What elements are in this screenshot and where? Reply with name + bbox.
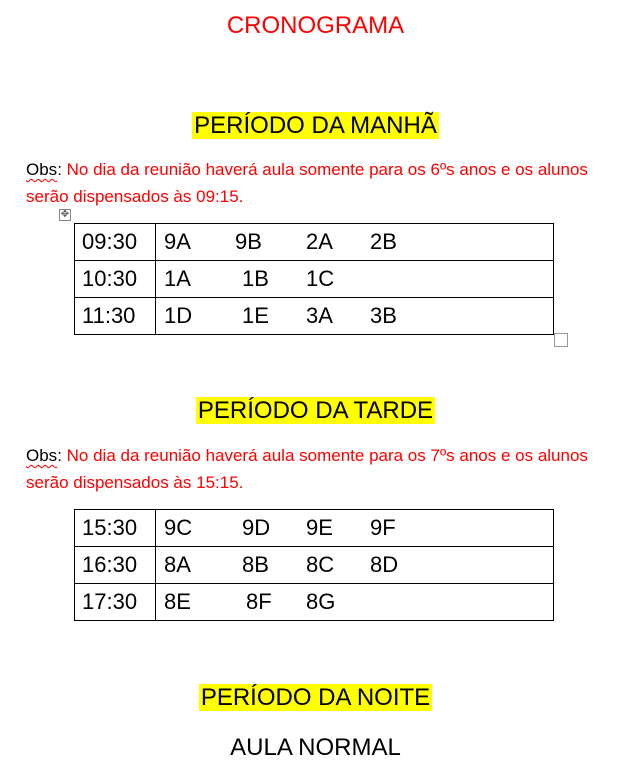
table-row [75,224,554,261]
time-cell: 17:30 [75,584,156,621]
class-label: 8E [164,589,191,614]
classes-cell [156,224,554,261]
class-label: 9B [235,229,262,254]
time-cell: 10:30 [75,261,156,298]
class-label: 1E [242,303,269,328]
class-label: 1D [164,303,193,328]
class-label: 8F [246,589,272,614]
classes-cell [156,584,554,621]
evening-heading: PERÍODO DA NOITE [200,684,431,711]
table-row [75,298,554,335]
class-label: 3A [306,303,333,328]
time-cell: 11:30 [75,298,156,335]
afternoon-schedule-table [74,509,554,621]
morning-heading: PERÍODO DA MANHÃ [194,112,437,139]
class-label: 8G [306,589,336,614]
classes-cell [156,510,554,547]
time-cell: 16:30 [75,547,156,584]
morning-obs: Obs: No dia da reunião haverá aula somente para os 6ºs anos e os alunos serão dispensados às 09:15. [26,160,588,206]
morning-schedule-table [74,223,554,335]
class-label: 3B [370,303,397,328]
morning-obs-text: No dia da reunião haverá aula somente para os 6ºs anos e os alunos serão dispensados às 09:15. [26,160,588,206]
table-row [75,261,554,298]
class-label: 9F [370,515,396,540]
class-label: 8D [370,552,399,577]
class-label: 2A [306,229,333,254]
class-label: 9D [242,515,271,540]
class-label: 8C [306,552,335,577]
table-row [75,547,554,584]
classes-cell [156,298,554,335]
class-label: 8B [242,552,269,577]
class-label: 1C [306,266,335,291]
class-label: 9E [306,515,333,540]
table-resize-handle-icon[interactable] [554,333,568,347]
afternoon-heading: PERÍODO DA TARDE [197,397,434,424]
document-title: CRONOGRAMA [226,12,405,39]
table-move-handle-icon[interactable]: ✥ [60,209,70,220]
table-row [75,510,554,547]
afternoon-obs-text: No dia da reunião haverá aula somente para os 7ºs anos e os alunos serão dispensados às 15:15. [26,446,588,492]
time-cell: 15:30 [75,510,156,547]
class-label: 9A [164,229,191,254]
class-label: 8A [164,552,191,577]
class-label: 1A [164,266,191,291]
class-label: 1B [242,266,269,291]
classes-cell [156,261,554,298]
evening-note: AULA NORMAL [230,734,401,761]
table-row [75,584,554,621]
classes-cell [156,547,554,584]
class-label: 2B [370,229,397,254]
class-label: 9C [164,515,193,540]
time-cell: 09:30 [75,224,156,261]
afternoon-obs: Obs: No dia da reunião haverá aula somente para os 7ºs anos e os alunos serão dispensados às 15:15. [26,446,588,492]
